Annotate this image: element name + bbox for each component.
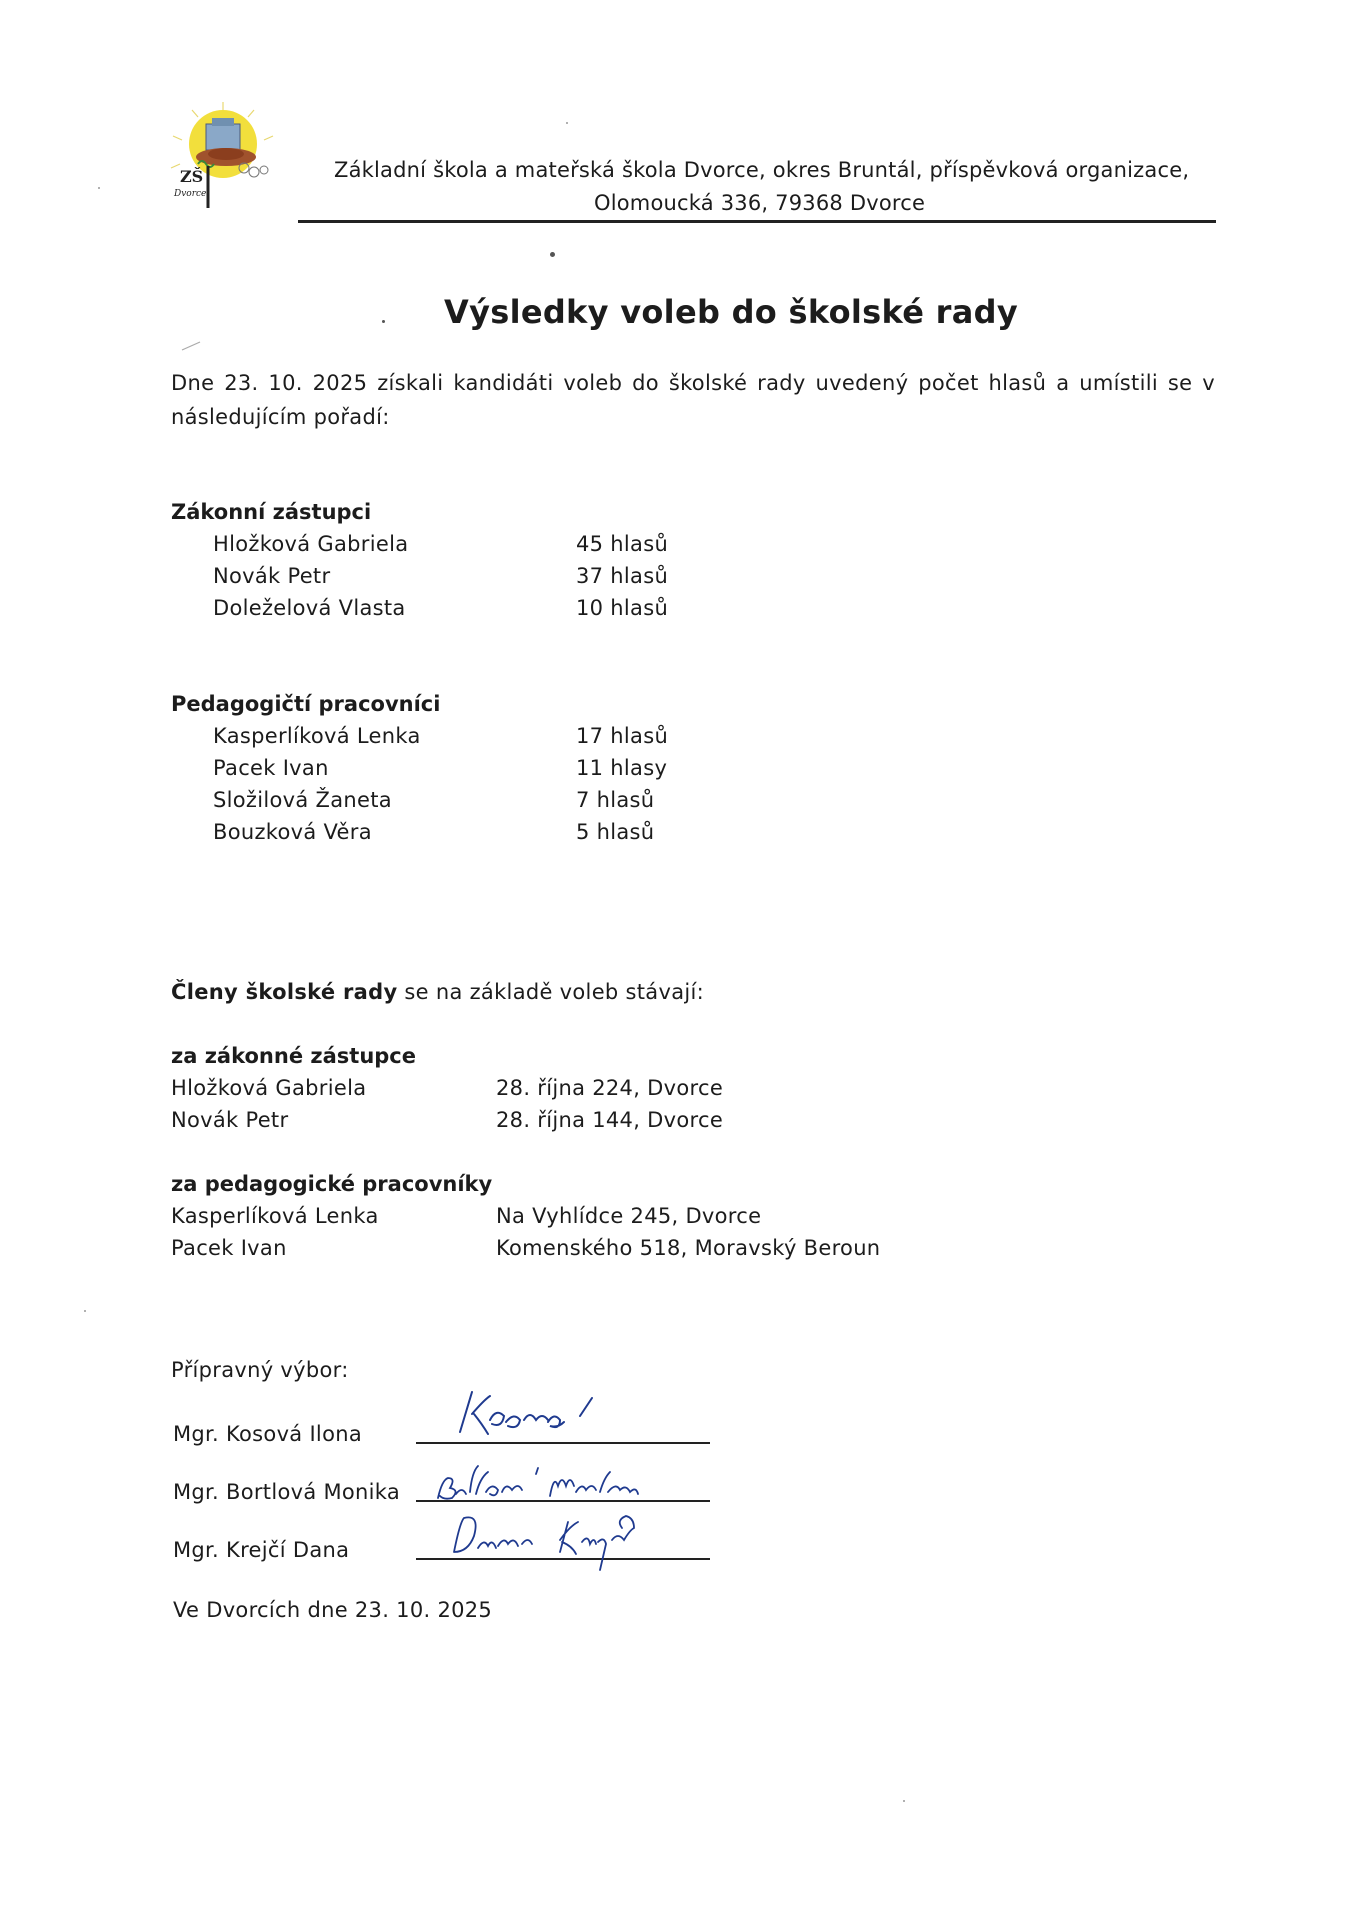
section-heading-legal-representatives: Zákonní zástupci	[171, 500, 372, 524]
candidate-votes: 7 hlasů	[576, 788, 655, 812]
document-title: Výsledky voleb do školské rady	[444, 293, 1018, 331]
members-heading	[171, 980, 704, 1004]
section-heading-teaching-staff: Pedagogičtí pracovníci	[171, 692, 441, 716]
header-address: Olomoucká 336, 79368 Dvorce	[594, 191, 926, 215]
committee-member-name: Mgr. Krejčí Dana	[173, 1538, 350, 1562]
signature-bortlova	[430, 1458, 690, 1508]
committee-member-name: Mgr. Bortlová Monika	[173, 1480, 401, 1504]
member-address: Na Vyhlídce 245, Dvorce	[496, 1204, 762, 1228]
school-logo	[168, 102, 278, 212]
member-address: 28. října 144, Dvorce	[496, 1108, 724, 1132]
scan-speck	[382, 320, 385, 323]
svg-text:Dvorce: Dvorce	[174, 189, 207, 199]
candidate-name: Bouzková Věra	[213, 820, 372, 844]
scan-speck	[566, 122, 568, 124]
member-name: Hložková Gabriela	[171, 1076, 367, 1100]
header-divider	[298, 220, 1216, 223]
scan-speck	[550, 252, 555, 257]
header-school-name: Základní škola a mateřská škola Dvorce, okres Bruntál, příspěvková organizace,	[334, 158, 1190, 182]
member-name: Kasperlíková Lenka	[171, 1204, 379, 1228]
candidate-votes: 45 hlasů	[576, 532, 669, 556]
group-heading-legal-representatives: za zákonné zástupce	[171, 1044, 416, 1068]
candidate-name: Složilová Žaneta	[213, 788, 392, 812]
members-heading-rest: se na základě voleb stávají:	[397, 980, 705, 1004]
document-footer-date: Ve Dvorcích dne 23. 10. 2025	[173, 1598, 493, 1622]
candidate-votes: 17 hlasů	[576, 724, 669, 748]
group-heading-teaching-staff: za pedagogické pracovníky	[171, 1172, 493, 1196]
candidate-votes: 10 hlasů	[576, 596, 669, 620]
member-name: Novák Petr	[171, 1108, 289, 1132]
candidate-votes: 37 hlasů	[576, 564, 669, 588]
signature-krejci	[448, 1502, 668, 1576]
committee-member-name: Mgr. Kosová Ilona	[173, 1422, 362, 1446]
candidate-name: Kasperlíková Lenka	[213, 724, 421, 748]
candidate-name: Hložková Gabriela	[213, 532, 409, 556]
intro-paragraph: Dne 23. 10. 2025 získali kandidáti voleb do školské rady uvedený počet hlasů a umístili se v následujícím pořadí:	[171, 371, 1215, 429]
scan-speck	[84, 1310, 86, 1312]
scan-mark	[180, 340, 204, 352]
member-address: Komenského 518, Moravský Beroun	[496, 1236, 881, 1260]
committee-heading: Přípravný výbor:	[171, 1358, 349, 1382]
candidate-name: Pacek Ivan	[213, 756, 329, 780]
member-address: 28. října 224, Dvorce	[496, 1076, 724, 1100]
member-name: Pacek Ivan	[171, 1236, 287, 1260]
scan-speck	[98, 187, 100, 189]
signature-kosova	[450, 1384, 630, 1444]
scan-speck	[903, 1800, 905, 1802]
members-heading-bold: Členy školské rady	[171, 980, 398, 1004]
svg-text:ZŠ: ZŠ	[180, 167, 204, 186]
candidate-votes: 5 hlasů	[576, 820, 655, 844]
candidate-votes: 11 hlasy	[576, 756, 668, 780]
candidate-name: Novák Petr	[213, 564, 331, 588]
candidate-name: Doleželová Vlasta	[213, 596, 406, 620]
